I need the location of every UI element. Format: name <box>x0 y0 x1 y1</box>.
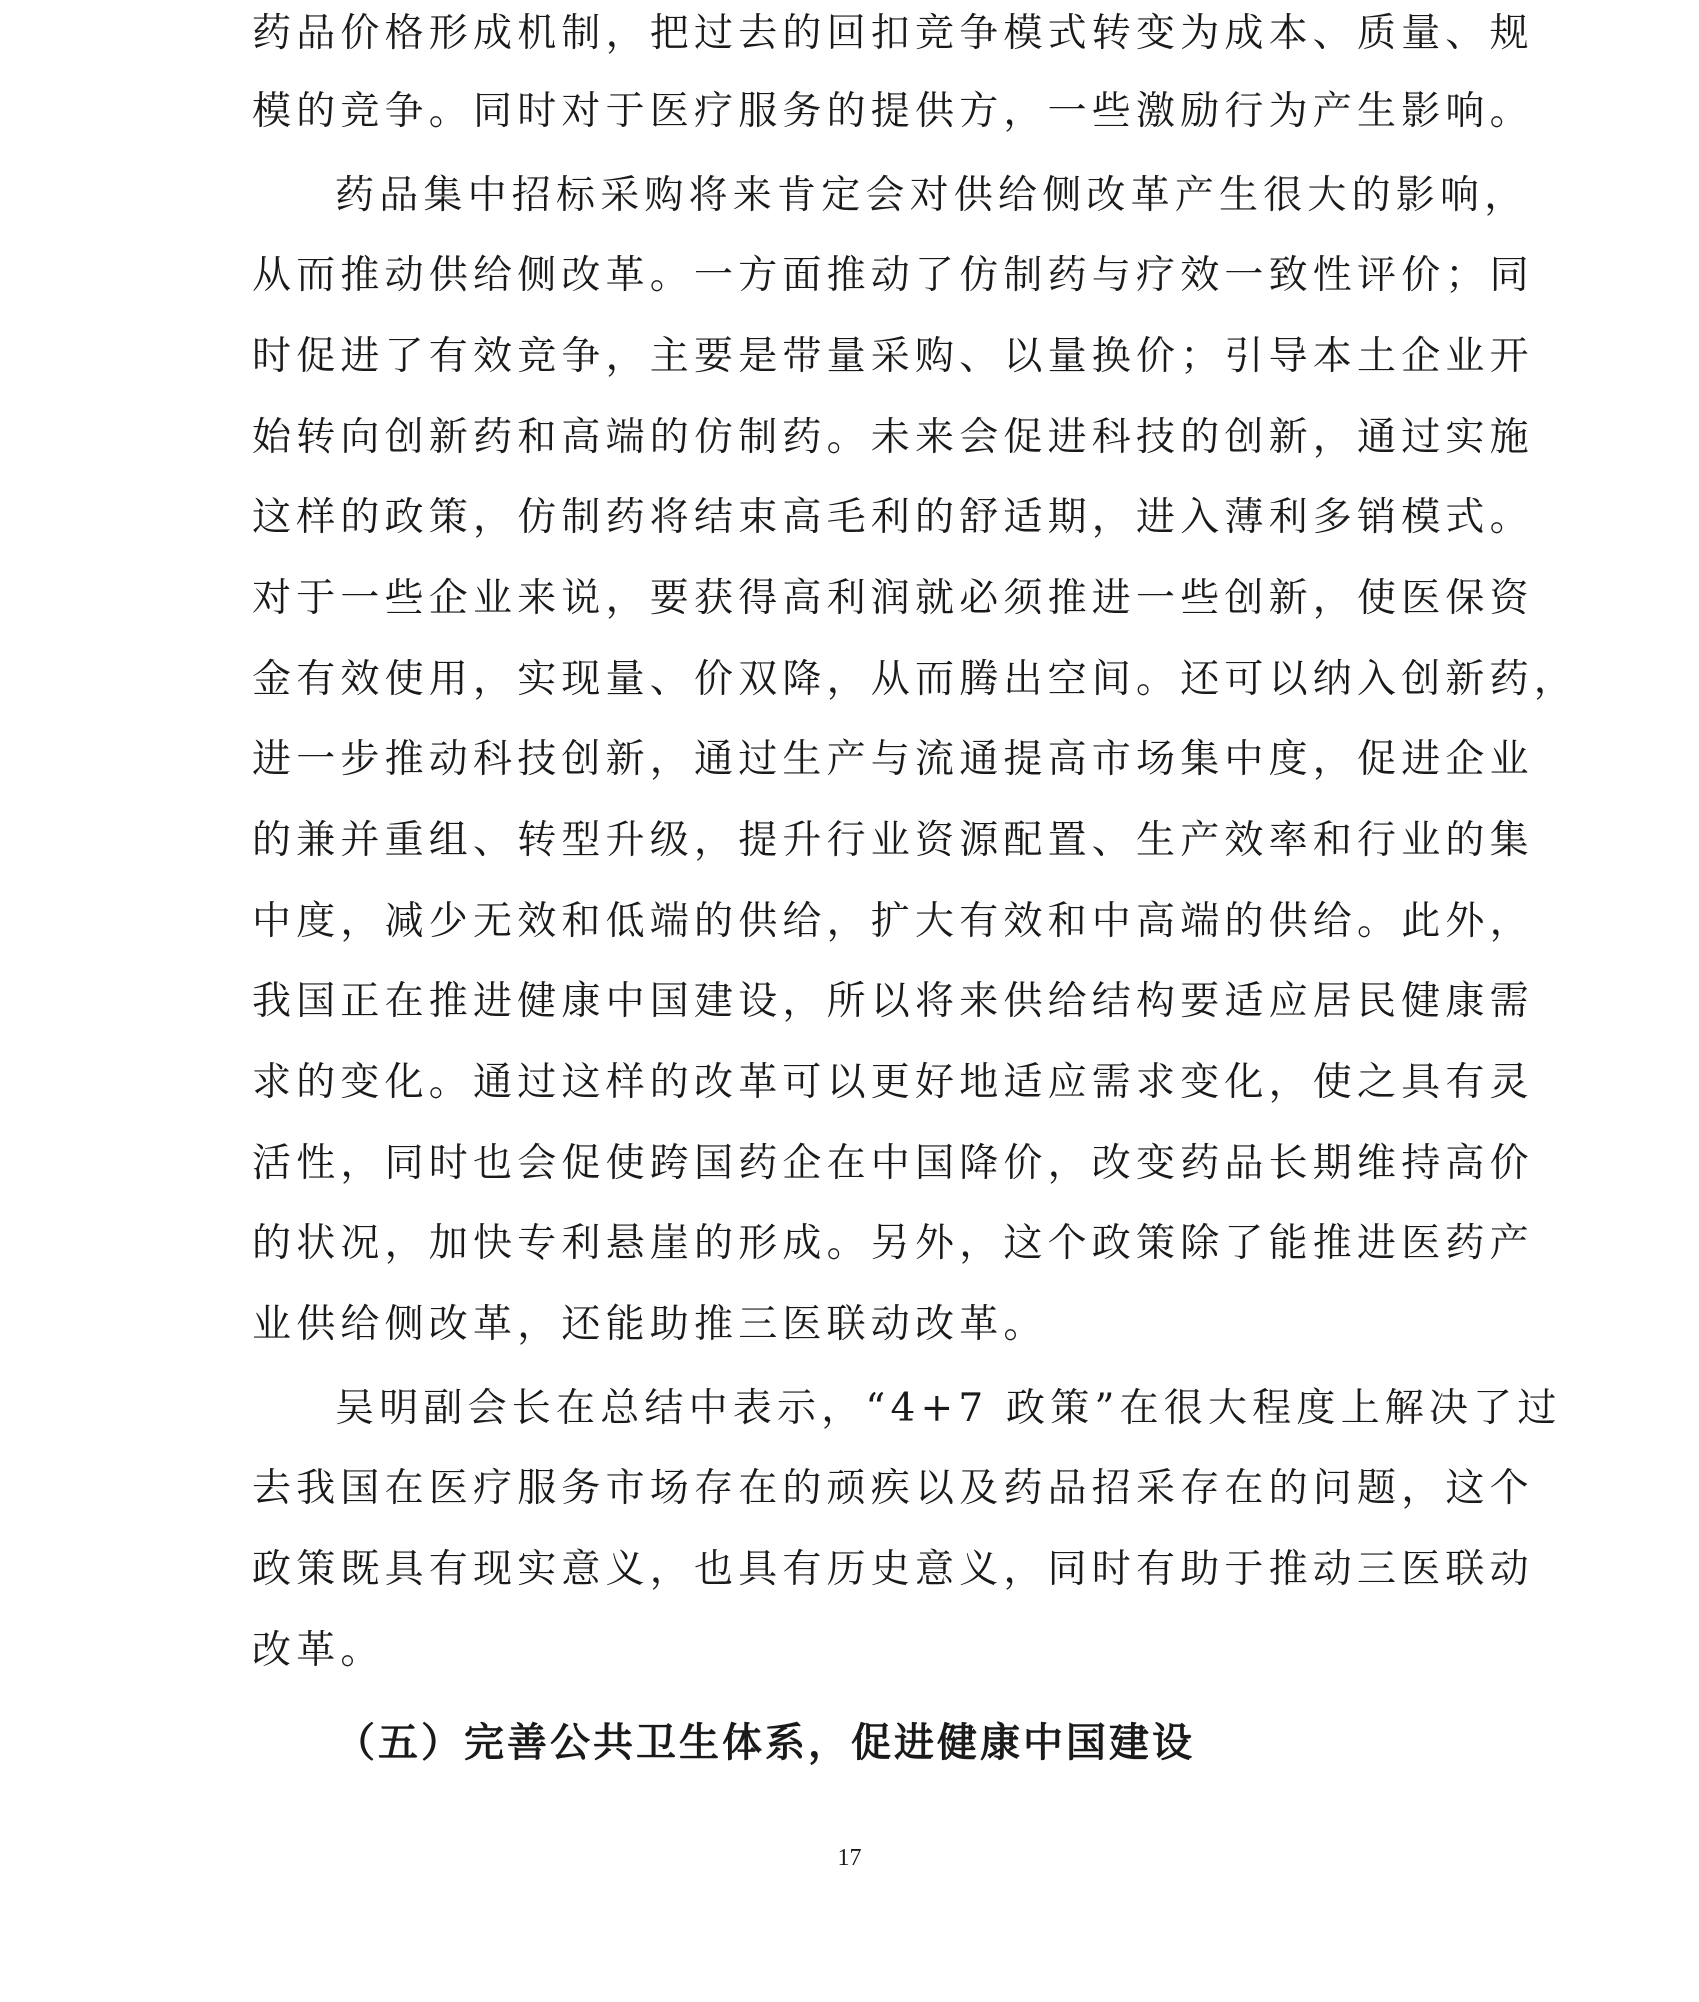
page-number: 17 <box>837 1845 862 1871</box>
text-line: 药品集中招标采购将来肯定会对供给侧改革产生很大的影响， <box>335 173 1529 218</box>
text-line: 求的变化。通过这样的改革可以更好地适应需求变化，使之具有灵 <box>252 1060 1534 1105</box>
text-line: 对于一些企业来说，要获得高利润就必须推进一些创新，使医保资 <box>252 576 1534 621</box>
text-line: 金有效使用，实现量、价双降，从而腾出空间。还可以纳入创新药， <box>252 657 1579 702</box>
text-line: 中度，减少无效和低端的供给，扩大有效和中高端的供给。此外， <box>252 899 1534 944</box>
section-heading: （五）完善公共卫生体系，促进健康中国建设 <box>335 1720 1195 1766</box>
text-line: 吴明副会长在总结中表示，“4+7 政策”在很大程度上解决了过 <box>335 1386 1562 1431</box>
text-line: 我国正在推进健康中国建设，所以将来供给结构要适应居民健康需 <box>252 979 1534 1024</box>
text-line: 业供给侧改革，还能助推三医联动改革。 <box>252 1302 1048 1347</box>
text-line: 去我国在医疗服务市场存在的顽疾以及药品招采存在的问题，这个 <box>252 1466 1534 1511</box>
text-line: 药品价格形成机制，把过去的回扣竞争模式转变为成本、质量、规 <box>252 11 1534 56</box>
text-line: 模的竞争。同时对于医疗服务的提供方，一些激励行为产生影响。 <box>252 89 1534 134</box>
text-line: 活性，同时也会促使跨国药企在中国降价，改变药品长期维持高价 <box>252 1141 1534 1186</box>
text-line: 这样的政策，仿制药将结束高毛利的舒适期，进入薄利多销模式。 <box>252 495 1534 540</box>
text-line: 进一步推动科技创新，通过生产与流通提高市场集中度，促进企业 <box>252 737 1534 782</box>
text-line: 从而推动供给侧改革。一方面推动了仿制药与疗效一致性评价；同 <box>252 253 1534 298</box>
text-line: 时促进了有效竞争，主要是带量采购、以量换价；引导本土企业开 <box>252 334 1534 379</box>
text-line: 始转向创新药和高端的仿制药。未来会促进科技的创新，通过实施 <box>252 415 1534 460</box>
text-line: 的状况，加快专利悬崖的形成。另外，这个政策除了能推进医药产 <box>252 1221 1534 1266</box>
text-line: 改革。 <box>252 1628 385 1673</box>
text-line: 的兼并重组、转型升级，提升行业资源配置、生产效率和行业的集 <box>252 818 1534 863</box>
text-line: 政策既具有现实意义，也具有历史意义，同时有助于推动三医联动 <box>252 1547 1534 1592</box>
